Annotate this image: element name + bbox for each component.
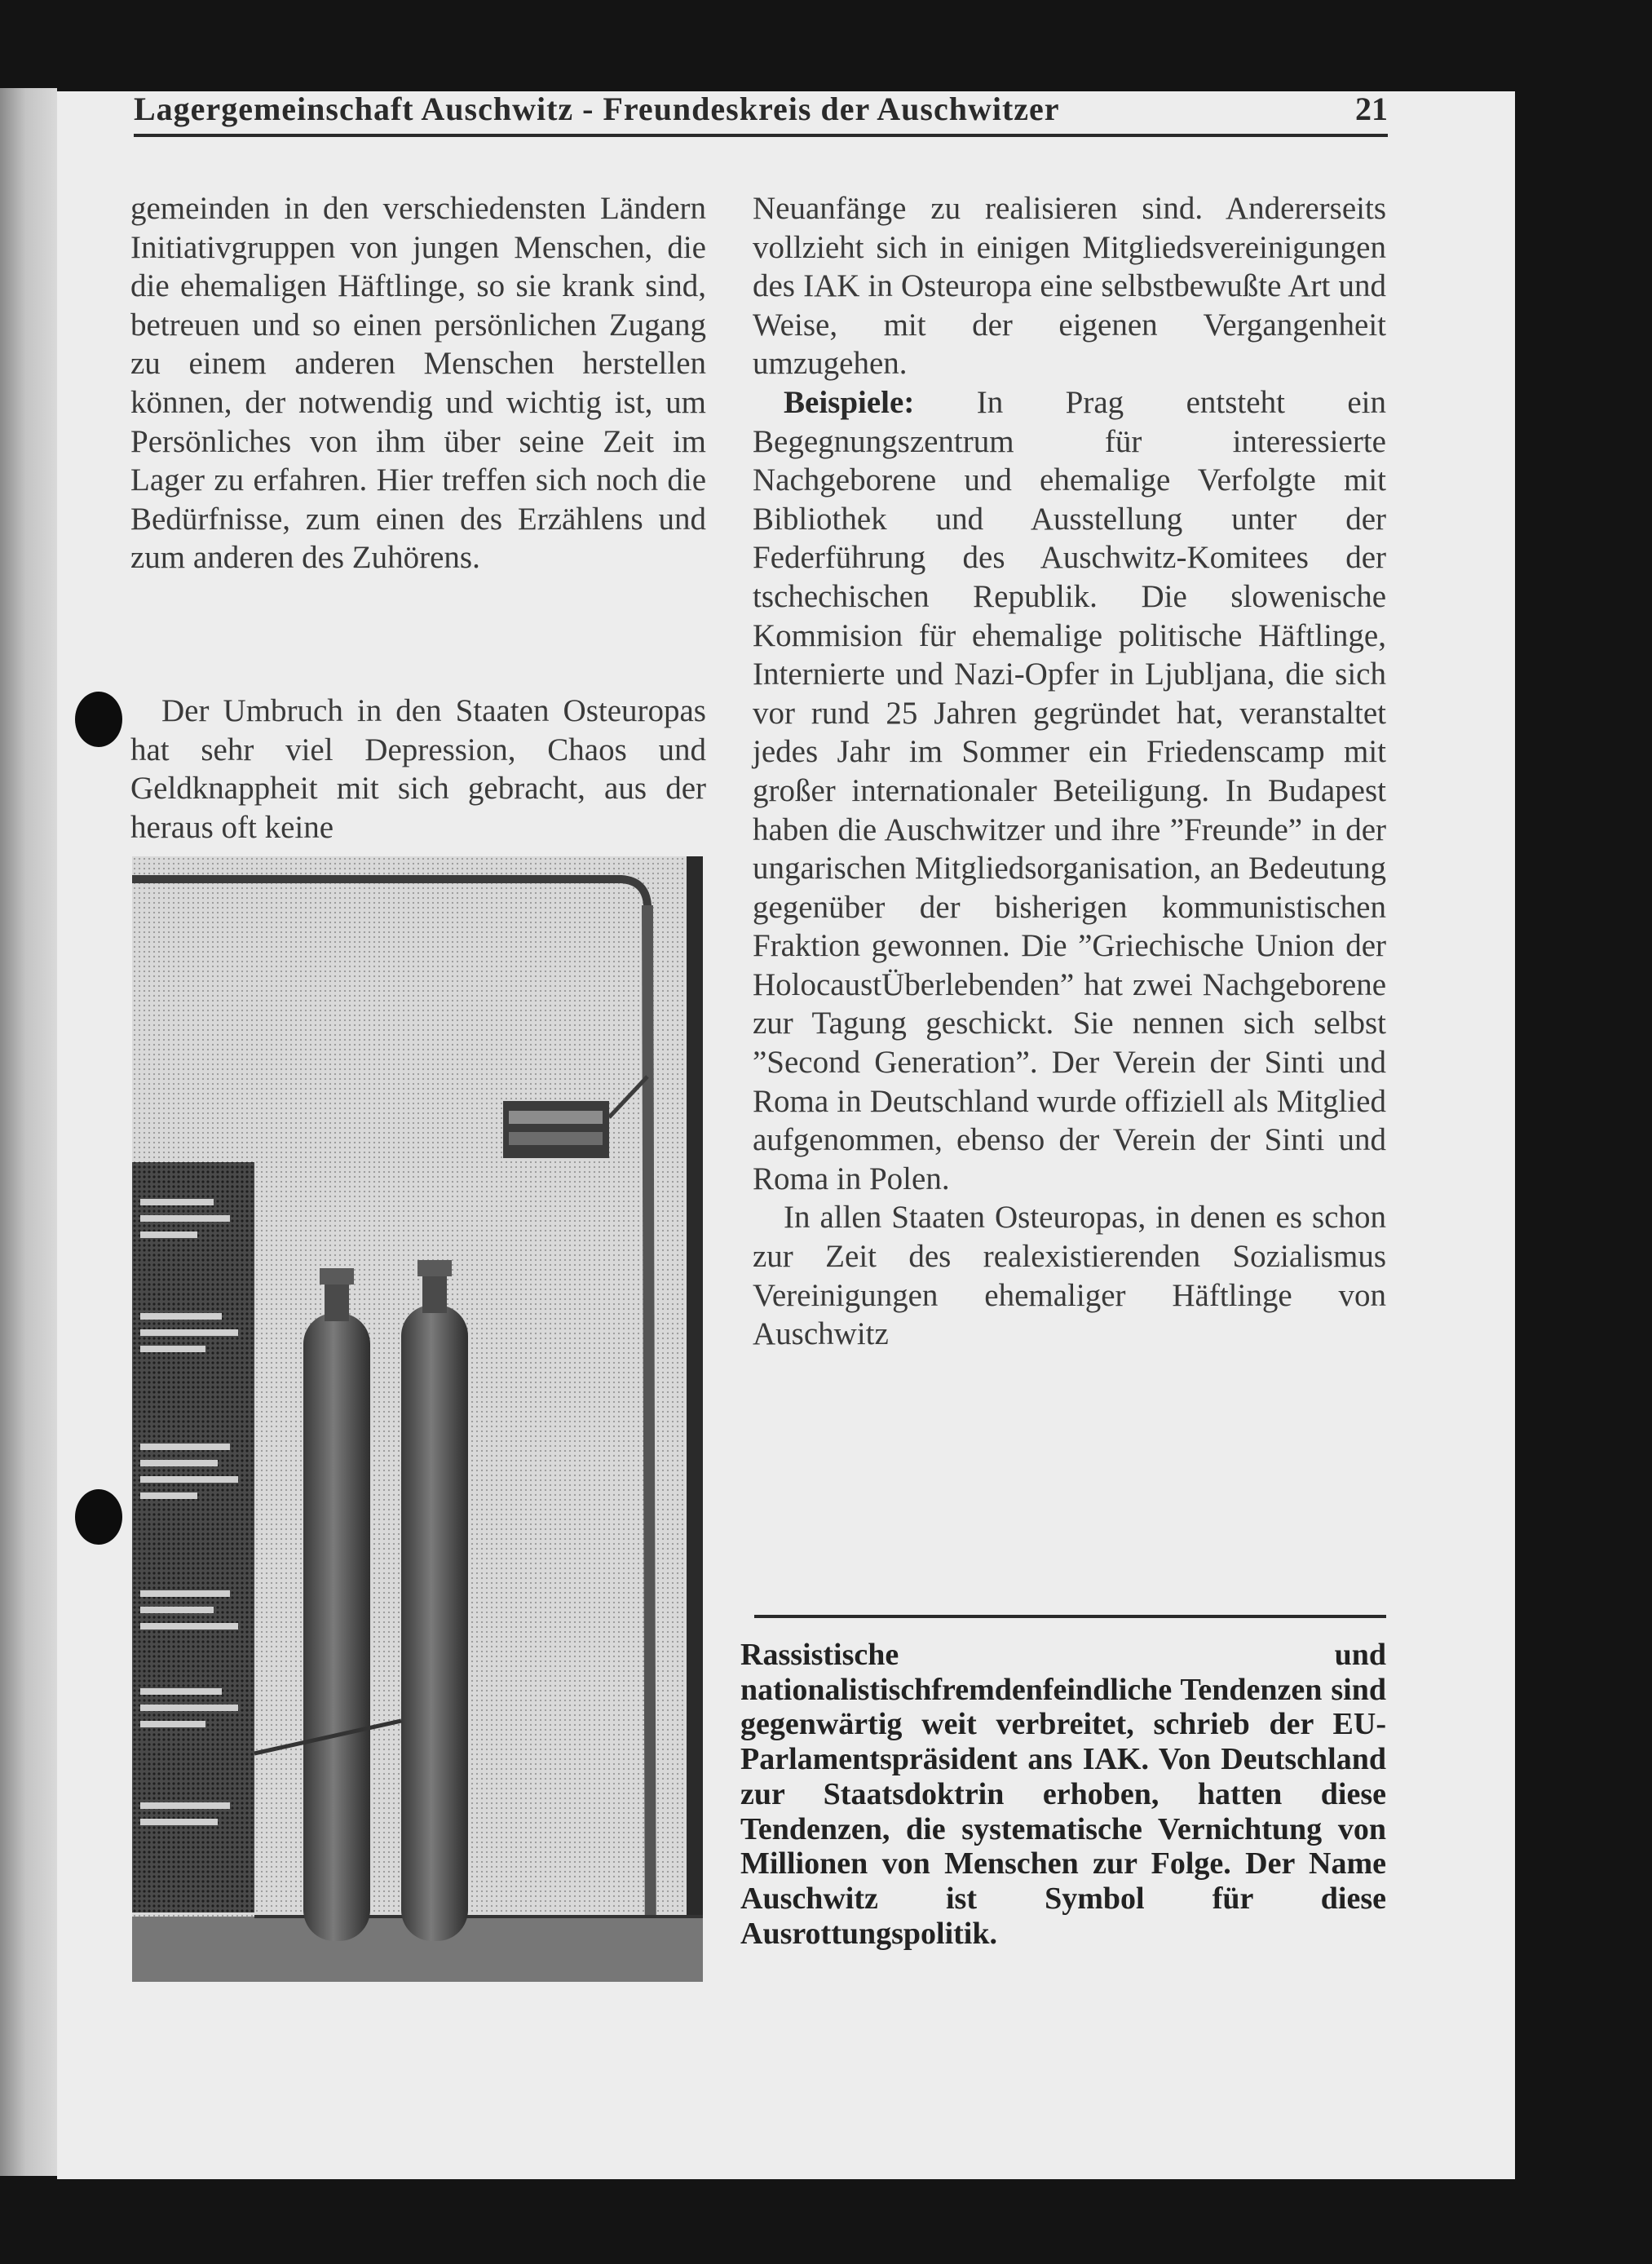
- header-title: Lagergemeinschaft Auschwitz - Freundeskreis der Auschwitzer: [134, 91, 1060, 127]
- running-header: [134, 85, 1388, 137]
- left-column-paragraph-2: [130, 692, 706, 847]
- punch-hole-top: [75, 692, 122, 747]
- gas-cylinders-photo: [132, 856, 703, 1982]
- lead-in-rest: In Prag entsteht ein Be: [753, 384, 1386, 459]
- page-number: 21: [1355, 91, 1388, 127]
- paragraph: Der Umbruch in den Staaten Osteuropas hat sehr viel Depression, Chaos und Geldknappheit mit sich gebracht, aus der heraus oft keine: [130, 693, 706, 845]
- callout-box: [740, 1638, 1386, 1951]
- callout-text: Rassistische und nationalistischfremdenfeindliche Tendenzen sind gegenwärtig weit verbreitet, schrieb der EU-Parlamentspräsident ans IAK. Von Deutschland zur Staatsdoktrin erhoben, hatten diese Tendenzen, die systematische Vernichtung von Millionen von Menschen zur Folge. Der Name Auschwitz ist Symbol für diese Ausrottungspolitik.: [740, 1638, 1386, 1951]
- paragraph-continued: gegnungszentrum für interessierte Nachgeborene und ehemalige Verfolgte mit Bibliothek und Ausstellung unter der Federführung des Auschwitz-Komitees der tschechischen Republik. Die slowenische Kommision für ehemalige politische Häftlinge, Internierte und Nazi-Opfer in Ljubljana, die sich vor rund 25 Jahren gegründet hat, veranstaltet jedes Jahr im Sommer ein Friedenscamp mit großer internationaler Beteiligung. In Budapest haben die Auschwitzer und ihre ”Freunde” in der ungarischen Mitgliedsorganisation, an Bedeutung gegenüber der bisherigen kommunistischen Fraktion gewonnen. Die ”Griechische Union der HolocaustÜberlebenden” hat zwei Nachgeborene zur Tagung geschickt. Sie nennen sich selbst ”Second Generation”. Der Verein der Sinti und Roma in Deutschland wurde offiziell als Mitglied aufgenommen, ebenso der Verein der Sinti und Roma in Polen.: [753, 423, 1386, 1196]
- lead-in-bold: Beispiele:: [784, 384, 915, 420]
- paragraph-beispiele: [753, 383, 1386, 1198]
- paragraph: In allen Staaten Osteuropas, in denen es schon zur Zeit des realexistierenden Sozialismus Vereinigungen ehemaliger Häftlinge von Auschwitz: [753, 1200, 1386, 1352]
- left-column-paragraph-1: [130, 189, 706, 577]
- paragraph: gemeinden in den verschiedensten Ländern Initiativgruppen von jungen Menschen, die die ehemaligen Häftlinge, so sie krank sind, betreuen und so einen persönlichen Zugang zu einem anderen Menschen herstellen können, der notwendig und wichtig ist, um Persönliches von ihm über seine Zeit im Lager zu erfahren. Hier treffen sich noch die Bedürfnisse, zum einen des Erzählens und zum anderen des Zuhörens.: [130, 191, 706, 576]
- paragraph: Neuanfänge zu realisieren sind. Andererseits vollzieht sich in einigen Mitgliedsvereinigungen des IAK in Osteuropa eine selbstbewußte Art und Weise, mit der eigenen Vergangenheit umzugehen.: [753, 191, 1386, 382]
- adjacent-page-edge: [0, 88, 57, 2176]
- right-column-text: [753, 189, 1386, 1354]
- punch-hole-bottom: [75, 1489, 122, 1545]
- callout-divider: [754, 1615, 1386, 1618]
